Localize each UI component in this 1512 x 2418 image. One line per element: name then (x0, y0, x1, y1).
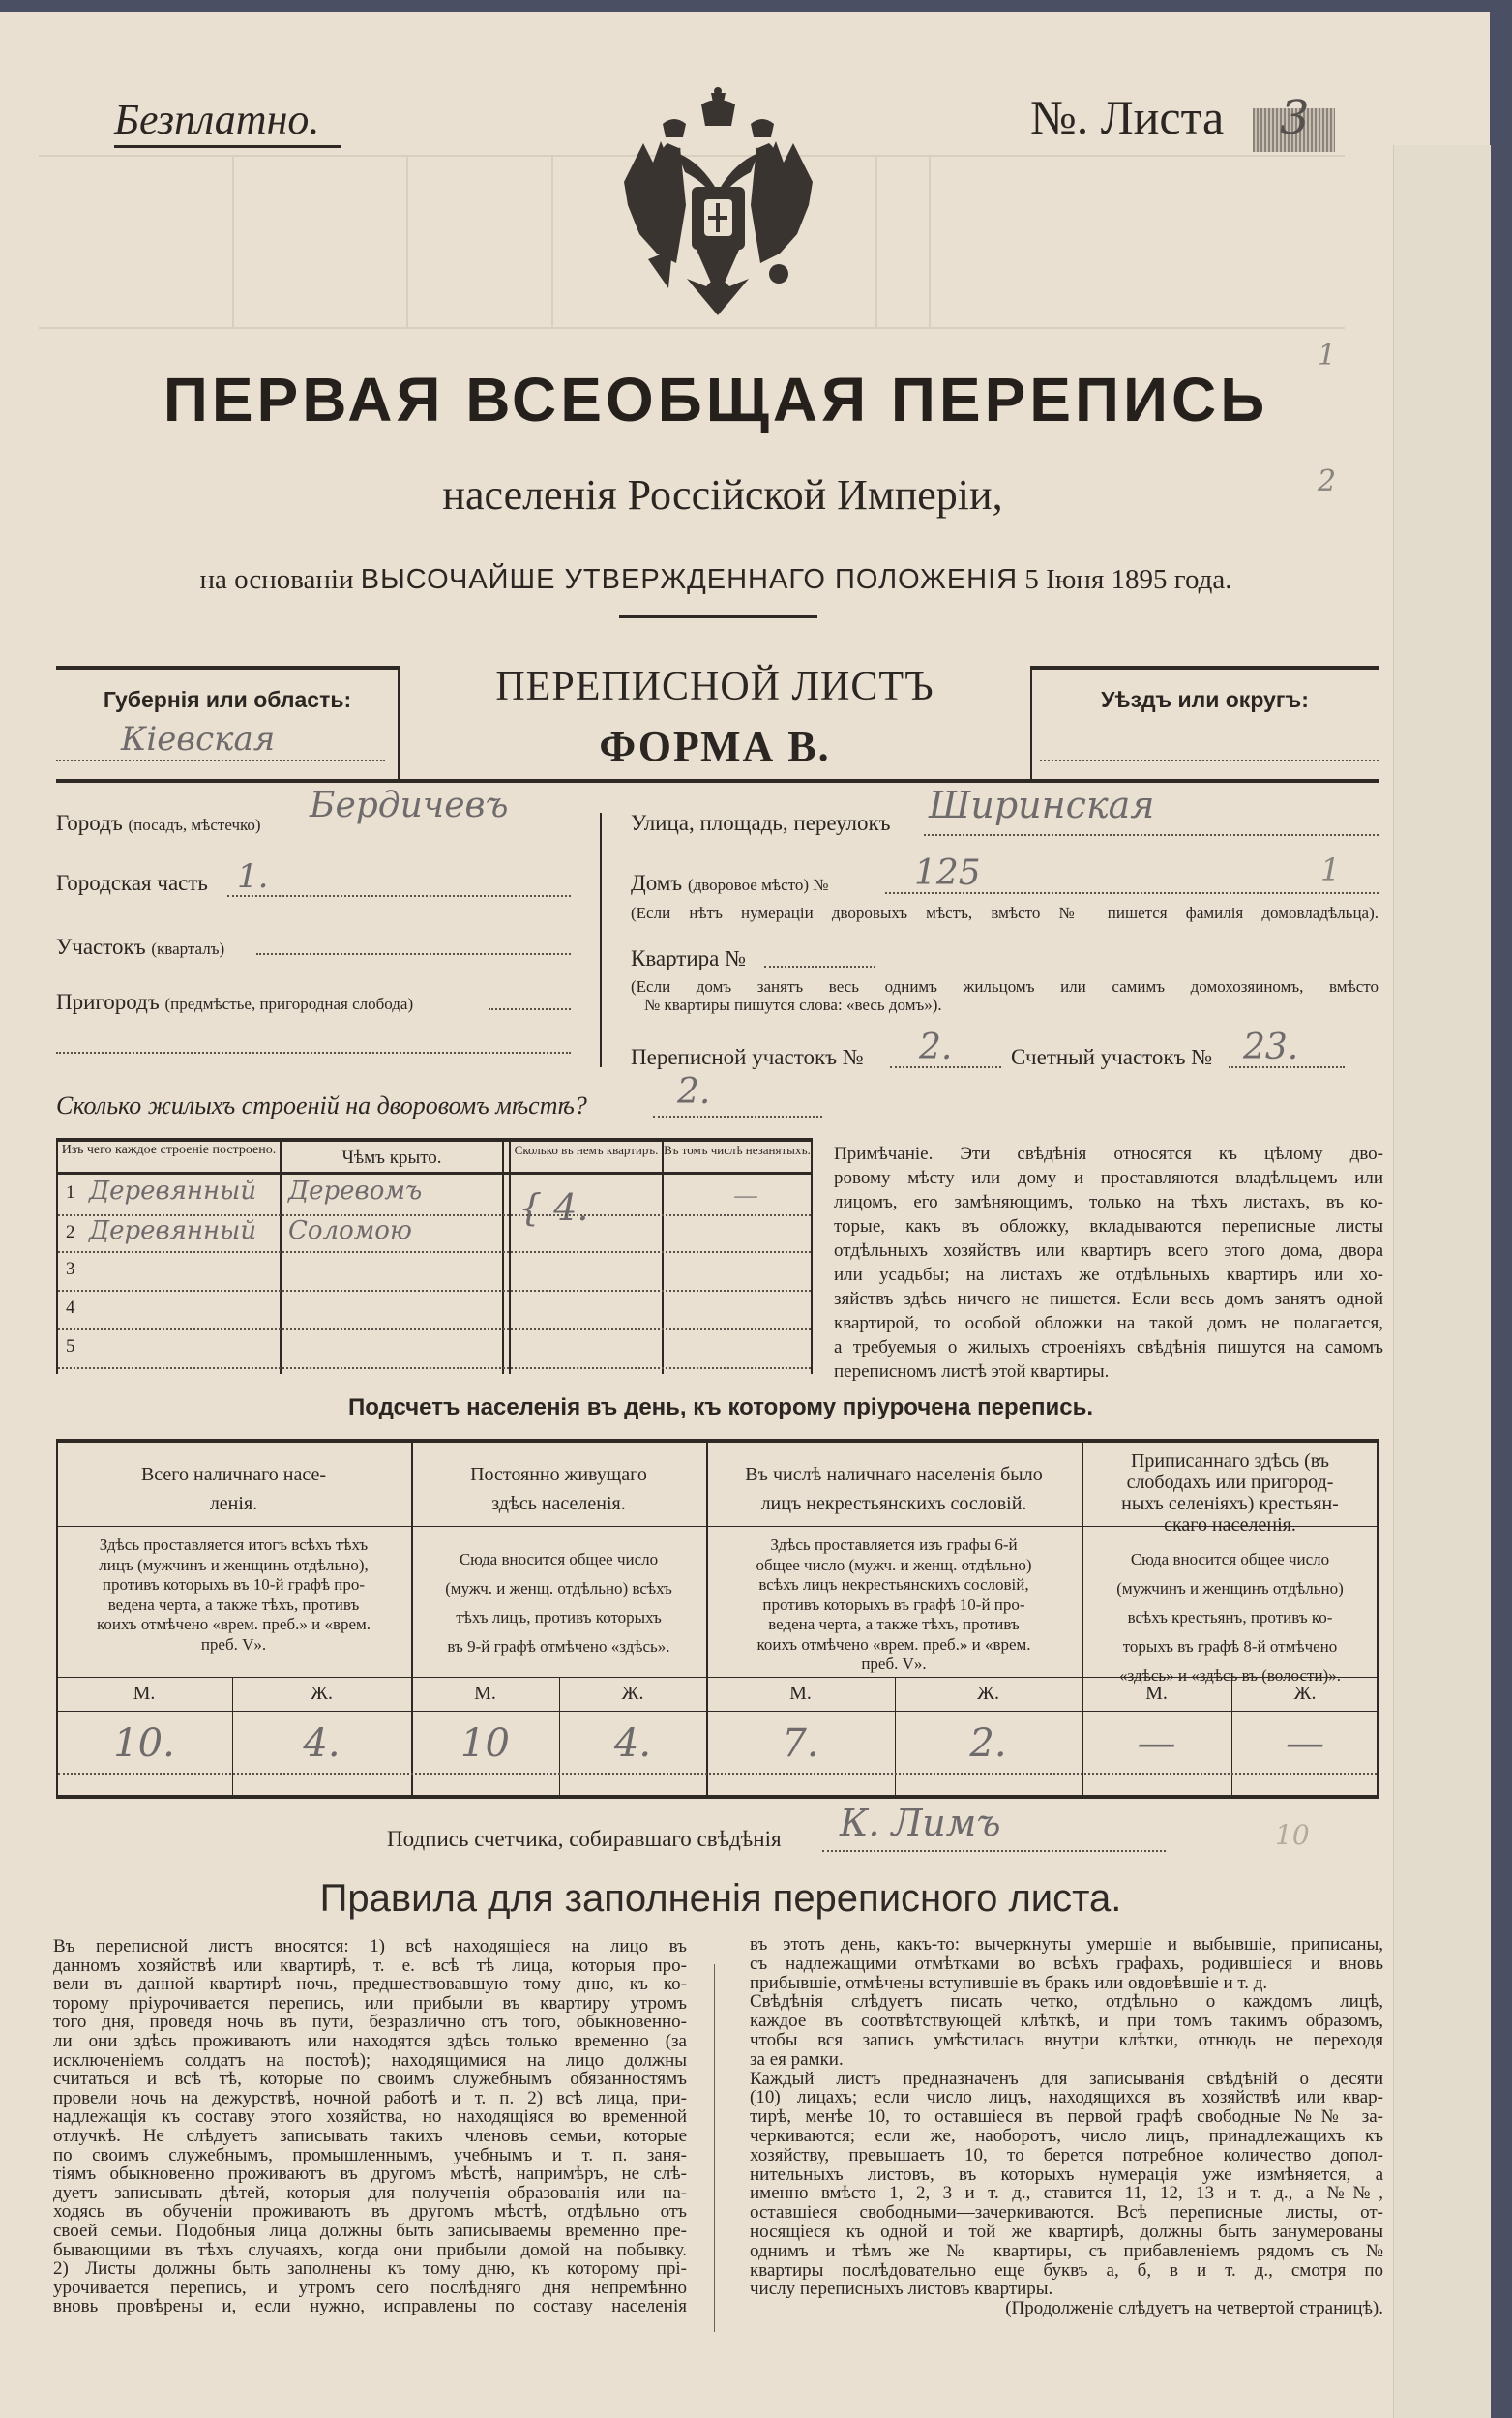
row-line (58, 1251, 811, 1253)
table-rule (56, 1138, 813, 1142)
text-line: торые, какъ въ обложку, вкладываются переписные листы (834, 1216, 1383, 1237)
guberniya-label: Губернія или область: (103, 687, 352, 712)
box-rule (56, 779, 1379, 783)
house-label-text: Домъ (631, 871, 683, 895)
text-line: тіямъ обыкновенно проживаютъ въ другомъ мѣстѣ, напримѣръ, не слѣ- (53, 2164, 687, 2184)
rules-right-column (750, 1935, 1383, 2318)
free-label: Безплатно. (114, 96, 320, 143)
text-line: вновь провѣрены и, если нужно, исправлены по составу населенія (53, 2297, 687, 2316)
section-divider (600, 813, 602, 1067)
table-rule (56, 1439, 1379, 1443)
document-title: ПЕРВАЯ ВСЕОБЩАЯ ПЕРЕПИСЬ (163, 365, 1269, 434)
row-number: 3 (66, 1259, 75, 1279)
sheet-number-field (1253, 91, 1335, 152)
margin-mark: 2 (1318, 464, 1337, 498)
description-line: противъ которыхъ въ 10-й графѣ про- (102, 1575, 366, 1594)
text-line: Свѣдѣнія слѣдуетъ писать четко, отдѣльно о каждомъ лицѣ, (750, 1992, 1383, 2013)
margin-mark: 1 (1320, 851, 1341, 888)
count-district-line (1229, 1066, 1345, 1068)
description-line: общее число (мужч. и женщ. отдѣльно) (756, 1555, 1032, 1574)
text-line: (10) лицахъ; если число лицъ, находящихся въ хозяйствѣ или квар- (750, 2088, 1383, 2108)
text-line: Каждый листъ предназначенъ для записыванія свѣдѣній о десяти (750, 2069, 1383, 2089)
sheet-title: ПЕРЕПИСНОЙ ЛИСТЪ (495, 665, 934, 709)
precinct-hint: (кварталъ) (151, 940, 225, 958)
text-line: чтобы вся запись умѣстилась внутри клѣтки, отнюдь не переходя (750, 2030, 1383, 2050)
text-line: квартиры послѣдовательно еще буквъ а, б, в и т. д., смотря по (750, 2260, 1383, 2281)
vacant-count-value[interactable]: — (733, 1181, 758, 1210)
uezd-field-line[interactable] (1040, 760, 1379, 761)
signature-line (822, 1850, 1166, 1852)
bleed-through-line (875, 155, 877, 329)
text-line: въ этотъ день, какъ-то: вычеркнуты умершіе и выбывшіе, приписаны, (750, 1935, 1383, 1955)
text-line: съ надлежащими отмѣтками во всѣхъ графахъ, родившіеся и вновь (750, 1954, 1383, 1974)
apartment-note-line-1: (Если домъ занятъ весь однимъ жильцомъ или самимъ домохозяиномъ, вмѣсто (631, 977, 1379, 996)
text-line: исключеніемъ солдатъ на постоѣ); находящимися на лицо должны (53, 2050, 687, 2071)
precinct-label (56, 935, 224, 960)
text-line: каждое въ соотвѣтствующей клѣткѣ, и при томъ такимъ образомъ, (750, 2012, 1383, 2031)
text-line: торому пріурочивается перепись, или прибыли въ квартиру утромъ (53, 1993, 687, 2014)
count-district-value[interactable]: 23. (1243, 1028, 1299, 1067)
apartment-label: Квартира № (631, 946, 747, 970)
header-line: Всего наличнаго насе- (140, 1464, 327, 1485)
column-header (1085, 1450, 1375, 1536)
description-line: тѣхъ лицъ, противъ которыхъ (456, 1608, 662, 1627)
text-line: зяйствъ здѣсь ничего не пишется. Если весь домъ занятъ одной (834, 1289, 1383, 1309)
column-header: Сколько въ немъ квартиръ. (514, 1143, 659, 1157)
table-rule (56, 1795, 1379, 1799)
census-district-label: Переписной участокъ № (631, 1045, 864, 1069)
text-line: черкиваются; если же, наоборотъ, число лицъ, принадлежащихъ къ (750, 2126, 1383, 2146)
street-field-line (924, 834, 1379, 836)
precinct-label-text: Участокъ (56, 935, 146, 959)
text-line: того дня, проведя ночь въ пути, безразлично отъ того, обыкновенно- (53, 2013, 687, 2032)
header-line: ныхъ селеніяхъ) крестьян- (1121, 1493, 1339, 1514)
description-line: торыхъ въ графѣ 8-й отмѣчено (1122, 1637, 1338, 1656)
guberniya-value[interactable]: Кіевская (121, 720, 276, 759)
column-description (710, 1536, 1078, 1675)
guberniya-field-line (56, 760, 385, 761)
bleed-through-line (406, 155, 408, 329)
text-line: носящіеся къ одной и той же квартирѣ, должны быть занумерованы (750, 2222, 1383, 2242)
description-line: всѣхъ лицъ некрестьянскихъ сословій, (758, 1575, 1029, 1594)
free-label-underline (114, 145, 341, 148)
house-field-line (885, 892, 1379, 894)
building-roof-value[interactable]: Соломою (288, 1216, 412, 1245)
street-label: Улица, площадь, переулокъ (631, 811, 891, 835)
building-roof-value[interactable]: Деревомъ (288, 1177, 423, 1206)
description-line: коихъ отмѣчено «врем. преб.» и «врем. (96, 1615, 371, 1633)
male-count-value[interactable]: 10. (113, 1721, 175, 1766)
margin-mark: 1 (1318, 339, 1337, 373)
description-line: Здѣсь проставляется изъ графы 6-й (770, 1536, 1018, 1554)
description-line: «здѣсь» и «здѣсь въ (волости)». (1119, 1666, 1341, 1685)
buildings-answer[interactable]: 2. (677, 1072, 711, 1112)
description-line: (мужч. и женщ. отдѣльно) всѣхъ (445, 1579, 672, 1597)
city-part-label: Городская часть (56, 871, 208, 895)
precinct-field-line[interactable] (256, 953, 571, 955)
male-count-value[interactable]: — (1137, 1721, 1176, 1766)
table-rule (502, 1138, 504, 1374)
city-value[interactable]: Бердичевъ (310, 786, 509, 825)
text-line: Въ переписной листъ вносятся: 1) всѣ находящіеся на лицо въ (53, 1937, 687, 1956)
description-line: (мужчинъ и женщинъ отдѣльно) (1116, 1579, 1344, 1597)
city-part-line (227, 895, 571, 897)
legal-basis (0, 564, 1432, 596)
column-divider (714, 1964, 715, 2332)
legal-basis-date: 5 Іюня 1895 года. (1024, 564, 1232, 595)
female-header: Ж. (977, 1683, 999, 1704)
header-line: скаго населенія. (1164, 1514, 1296, 1536)
text-line: дуетъ записывать дѣтей, которыя для полученія образованія или на- (53, 2183, 687, 2203)
note-paragraph (834, 1142, 1383, 1384)
suburb-hint: (предмѣстье, пригородная слобода) (164, 995, 414, 1013)
description-line: коихъ отмѣчено «врем. преб.» и «врем. (756, 1634, 1031, 1654)
male-header: М. (474, 1683, 496, 1704)
values-line (58, 1773, 1377, 1775)
sheet-number-value: 3 (1280, 91, 1310, 145)
text-line: однимъ и тѣмъ же № квартиры, съ прибавленіемъ рядомъ съ № (750, 2241, 1383, 2261)
text-line: Примѣчаніе. Эти свѣдѣнія относятся къ цѣлому дво- (834, 1144, 1383, 1164)
female-count-value[interactable]: 2. (969, 1721, 1007, 1766)
female-header: Ж. (1293, 1683, 1317, 1704)
text-line: переписномъ листѣ этой квартиры. (834, 1361, 1110, 1382)
double-headed-eagle-emblem-icon (619, 85, 817, 317)
female-header: Ж. (621, 1683, 644, 1704)
table-rule (509, 1138, 511, 1374)
house-note: (Если нѣтъ нумераціи дворовыхъ мѣстъ, вмѣсто № пишется фамилія домовладѣльца). (631, 904, 1379, 922)
bleed-through-line (551, 155, 553, 329)
count-district-label: Счетный участокъ № (1011, 1045, 1213, 1069)
suburb-label-text: Пригородъ (56, 990, 160, 1014)
row-line (58, 1328, 811, 1330)
apartments-count-value[interactable]: { 4. (519, 1186, 589, 1229)
document-subtitle: населенія Россійской Имперіи, (442, 471, 1003, 519)
city-hint: (посадъ, мѣстечко) (128, 816, 261, 834)
street-value[interactable]: Ширинская (929, 784, 1155, 826)
row-line (58, 1367, 811, 1369)
description-line: Сюда вносится общее число (459, 1550, 659, 1568)
table-rule (56, 1172, 813, 1175)
text-line: числу переписныхъ листовъ квартиры. (750, 2280, 1053, 2300)
description-line: въ 9-й графѣ отмѣчено «здѣсь». (447, 1637, 670, 1656)
text-line: а требуемыя о жилыхъ строеніяхъ свѣдѣнія пишутся на самомъ (834, 1337, 1383, 1358)
male-header: М. (133, 1683, 156, 1704)
text-line: считаться и всѣ тѣ, которые по своимъ служебнымъ обязанностямъ (53, 2070, 687, 2089)
column-header (415, 1460, 702, 1518)
buildings-question: Сколько жилыхъ строеній на дворовомъ мѣстѣ? (56, 1091, 587, 1119)
text-line: вели въ данной квартирѣ ночь, предшествовавшую тому дню, къ ко- (53, 1975, 687, 1994)
text-line: бывающими въ тѣхъ случаяхъ, когда они прибыли домой на побывку. (53, 2240, 687, 2260)
rules-left-column (53, 1937, 687, 2316)
divider (619, 615, 817, 618)
text-line: ровому мѣсту или дому и проставляются владѣльцемъ или (834, 1168, 1383, 1188)
city-part-value[interactable]: 1. (237, 857, 269, 896)
text-line: (Продолженіе слѣдуетъ на четвертой страницѣ). (1005, 2299, 1383, 2318)
text-line: хозяйству, превышаетъ 10, то берется потребное количество допол- (750, 2145, 1383, 2165)
text-line: отлучкѣ. Не слѣдуетъ записывать такихъ членовъ семьи, которые (53, 2126, 687, 2146)
header-line: здѣсь населенія. (491, 1493, 626, 1514)
header-line: Въ числѣ наличнаго населенія было (745, 1464, 1043, 1485)
description-line: Здѣсь проставляется итогъ всѣхъ тѣхъ (99, 1536, 369, 1554)
table-rule (56, 1711, 1379, 1712)
box-rule (1031, 666, 1379, 670)
census-district-value[interactable]: 2. (919, 1028, 953, 1067)
census-district-line (890, 1066, 1001, 1068)
text-line: своей семьи. Подобныя лица должны быть записываемы временно пре- (53, 2221, 687, 2241)
table-rule (280, 1138, 282, 1374)
column-header: Чѣмъ крыто. (341, 1148, 442, 1168)
description-line: ведена черта, а также тѣхъ, противъ (107, 1595, 360, 1614)
house-hint: (дворовое мѣсто) № (687, 876, 829, 894)
text-line: лицомъ, его замѣняющимъ, только на тѣхъ листахъ, въ ко- (834, 1192, 1383, 1212)
buildings-answer-line (653, 1116, 822, 1118)
description-line: всѣхъ крестьянъ, противъ ко- (1127, 1608, 1333, 1627)
house-value[interactable]: 125 (914, 853, 981, 893)
legal-basis-main: ВЫСОЧАЙШЕ УТВЕРЖДЕННАГО ПОЛОЖЕНІЯ (360, 564, 1019, 595)
table-rule (56, 1138, 58, 1374)
female-count-value[interactable]: — (1286, 1721, 1324, 1766)
column-header: Въ томъ числѣ незанятыхъ. (664, 1143, 811, 1157)
header-line: Приписаннаго здѣсь (въ (1130, 1450, 1330, 1472)
description-line: противъ которыхъ въ графѣ 10-й про- (762, 1595, 1025, 1614)
text-line: оставшіеся свободными—зачеркиваются. Всѣ переписные листы, от- (750, 2203, 1383, 2223)
text-line: провели ночь на дежурствѣ, ночной работѣ и т. п. 2) всѣ лица, при- (53, 2088, 687, 2108)
bleed-through-line (39, 327, 1345, 329)
row-line (58, 1290, 811, 1292)
bleed-through-line (929, 155, 931, 329)
text-line: 2) Листы должны быть заполнены къ тому дню, къ которому прі- (53, 2259, 687, 2279)
column-description (415, 1545, 702, 1661)
margin-mark: 10 (1275, 1819, 1310, 1851)
text-line: именно вмѣсто 1, 2, 3 и т. д., ставится 11, 12, 13 и т. д., а №№, (750, 2184, 1383, 2204)
text-line: урочивается перепись, и утромъ сего послѣдняго дня непремѣнно (53, 2278, 687, 2298)
buildings-table (56, 1138, 813, 1374)
apartment-field-line[interactable] (764, 966, 875, 968)
column-header: Изъ чего каждое строеніе построено. (61, 1143, 277, 1157)
suburb-field-line-2[interactable] (56, 1052, 571, 1054)
text-line: ли они здѣсь проживаютъ или находятся здѣсь только временно (за (53, 2031, 687, 2051)
text-line: тирѣ, менѣе 10, то оставшіеся въ первой графѣ свободные №№ за- (750, 2107, 1383, 2127)
text-line: прибывшіе, отмѣчены вступившіе въ бракъ или овдовѣвшіе и т. д. (750, 1973, 1268, 1993)
uezd-label: Уѣздъ или округъ: (1101, 687, 1309, 712)
male-count-value[interactable]: 7. (782, 1721, 819, 1766)
description-line: Сюда вносится общее число (1130, 1550, 1330, 1568)
legal-basis-prefix: на основаніи (199, 564, 354, 595)
suburb-label (56, 990, 413, 1015)
form-label: ФОРМА В. (599, 723, 831, 770)
rules-title: Правила для заполненія переписного листа. (319, 1877, 1122, 1920)
row-number: 5 (66, 1336, 75, 1357)
table-rule (811, 1138, 813, 1374)
row-number: 1 (66, 1182, 75, 1203)
apartment-note-line-2: № квартиры пишутся слова: «весь домъ»). (644, 996, 942, 1014)
text-line: отдѣльныхъ хозяйствъ или квартиръ всего этого дома, двора (834, 1240, 1383, 1261)
bleed-through-line (232, 155, 234, 329)
house-label (631, 871, 828, 896)
box-rule (56, 666, 399, 670)
text-line: данномъ хозяйствѣ или квартирѣ, т. е. всѣ тѣ лица, которыя про- (53, 1955, 687, 1976)
text-line: за ея рамки. (750, 2049, 844, 2070)
census-table (56, 1439, 1379, 1799)
city-label (56, 811, 261, 836)
enumerator-signature[interactable]: К. Лимъ (840, 1802, 1001, 1844)
description-line: лицъ (мужчинъ и женщинъ отдѣльно), (99, 1555, 369, 1574)
male-header: М. (1145, 1683, 1168, 1704)
table-rule (662, 1138, 664, 1374)
description-line: преб. V». (861, 1655, 927, 1673)
description-line: ведена черта, а также тѣхъ, противъ (768, 1615, 1020, 1633)
header-line: лицъ некрестьянскихъ сословій. (760, 1493, 1027, 1514)
census-heading: Подсчетъ населенія въ день, къ которому пріурочена перепись. (348, 1394, 1093, 1420)
description-line: преб. V». (200, 1634, 267, 1654)
female-count-value[interactable]: 4. (613, 1721, 652, 1766)
city-label-text: Городъ (56, 811, 123, 835)
column-header (60, 1460, 407, 1518)
text-line: квартирой, то особой обложки на такой домъ не полагается, (834, 1313, 1383, 1333)
column-description (1085, 1545, 1375, 1690)
header-line: слободахъ или пригород- (1126, 1472, 1334, 1493)
female-header: Ж. (311, 1683, 333, 1704)
text-line: по своимъ служебнымъ, промышленнымъ, учебнымъ и т. п. заня- (53, 2145, 687, 2165)
header-line: Постоянно живущаго (470, 1464, 647, 1485)
signature-label: Подпись счетчика, собиравшаго свѣдѣнія (387, 1827, 782, 1851)
suburb-field-line[interactable] (489, 1008, 571, 1010)
column-description (60, 1536, 407, 1655)
male-count-value[interactable]: 10 (460, 1721, 510, 1766)
text-line: ходясь въ обученіи проживаютъ въ другомъ мѣстѣ, отдѣльно отъ (53, 2202, 687, 2222)
text-line: или усадьбы; на листахъ же отдѣльныхъ квартиръ или хо- (834, 1265, 1383, 1285)
female-count-value[interactable]: 4. (303, 1721, 341, 1766)
column-header (710, 1460, 1078, 1518)
male-header: М. (789, 1683, 812, 1704)
row-number: 2 (66, 1222, 75, 1242)
sheet-number-label: №. Листа (1030, 90, 1225, 144)
building-material-value[interactable]: Деревянный (89, 1216, 257, 1245)
text-line: надлежащія къ составу этого хозяйства, но находящіяся во временной (53, 2107, 687, 2127)
text-line: нительныхъ листовъ, въ которыхъ нумерація уже измѣняется, а (750, 2164, 1383, 2185)
row-number: 4 (66, 1298, 75, 1318)
header-line: ленія. (209, 1493, 258, 1514)
building-material-value[interactable]: Деревянный (89, 1177, 257, 1206)
